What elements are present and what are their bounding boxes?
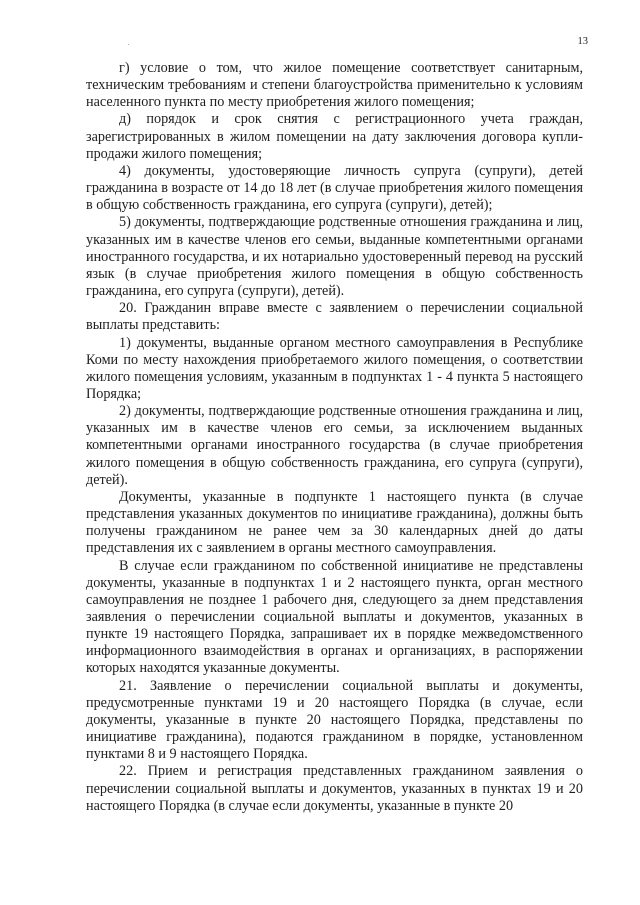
paragraph-clause-20-item-2: 2) документы, подтверждающие родственные отношения гражданина и лиц, указанных им в качестве членов его семьи, за исключением выданных компетентными органами иностранного государства (в случае приобретения жилого помещения в общую собственность гражданина, его супруга (супруги), детей). bbox=[86, 403, 583, 488]
paragraph-clause-20-item-1: 1) документы, выданные органом местного самоуправления в Республике Коми по месту нахождения приобретаемого жилого помещения, о соответствии жилого помещения условиям, указанным в подпунктах 1 - 4 пункта 5 настоящего Порядка; bbox=[86, 334, 583, 402]
paragraph-condition-g: г) условие о том, что жилое помещение соответствует санитарным, техническим требованиям и степени благоустройства применительно к условиям населенного пункта по месту приобретения жилого помещения; bbox=[86, 60, 583, 111]
paragraph-item-4: 4) документы, удостоверяющие личность супруга (супруги), детей гражданина в возрасте от 14 до 18 лет (в случае приобретения жилого помещения в общую собственность гражданина, его супруга (супруги), детей); bbox=[86, 162, 583, 214]
document-body bbox=[86, 60, 583, 815]
paragraph-interagency-request: В случае если гражданином по собственной инициативе не представлены документы, указанные в подпунктах 1 и 2 настоящего пункта, орган местного самоуправления не позднее 1 рабочего дня, следующего за днем представления заявления о перечислении социальной выплаты и документов, указанных в пункте 19 настоящего Порядка, запрашивает их в порядке межведомственного информационного взаимодействия в органах и организациях, в распоряжении которых находятся указанные документы. bbox=[86, 557, 583, 677]
paragraph-condition-d: д) порядок и срок снятия с регистрационного учета граждан, зарегистрированных в жилом помещении на дату заключения договора купли-продажи жилого помещения; bbox=[86, 111, 583, 162]
paragraph-documents-validity: Документы, указанные в подпункте 1 настоящего пункта (в случае представления указанных документов по инициативе гражданина), должны быть получены гражданином не ранее чем за 30 календарных дней до даты представления их с заявлением в органы местного самоуправления. bbox=[86, 488, 583, 557]
paragraph-clause-21: 21. Заявление о перечислении социальной выплаты и документы, предусмотренные пунктами 19 и 20 настоящего Порядка (в случае, если документы, указанные в пункте 20 настоящего Порядка, представлены по инициативе гражданина), подаются гражданином в порядке, установленном пунктами 8 и 9 настоящего Порядка. bbox=[86, 677, 583, 763]
page-number: 13 bbox=[577, 36, 588, 47]
scan-speck bbox=[128, 44, 129, 45]
paragraph-clause-22: 22. Прием и регистрация представленных гражданином заявления о перечислении социальной выплаты и документов, указанных в пунктах 19 и 20 настоящего Порядка (в случае если документы, указанные в пункте 20 bbox=[86, 763, 583, 814]
paragraph-item-5: 5) документы, подтверждающие родственные отношения гражданина и лиц, указанных им в качестве членов его семьи, выданные компетентными органами иностранного государства, и их нотариально удостоверенный перевод на русский язык (в случае приобретения жилого помещения в общую собственность гражданина, его супруга (супруги), детей). bbox=[86, 214, 583, 300]
paragraph-clause-20: 20. Гражданин вправе вместе с заявлением о перечислении социальной выплаты представить: bbox=[86, 300, 583, 334]
